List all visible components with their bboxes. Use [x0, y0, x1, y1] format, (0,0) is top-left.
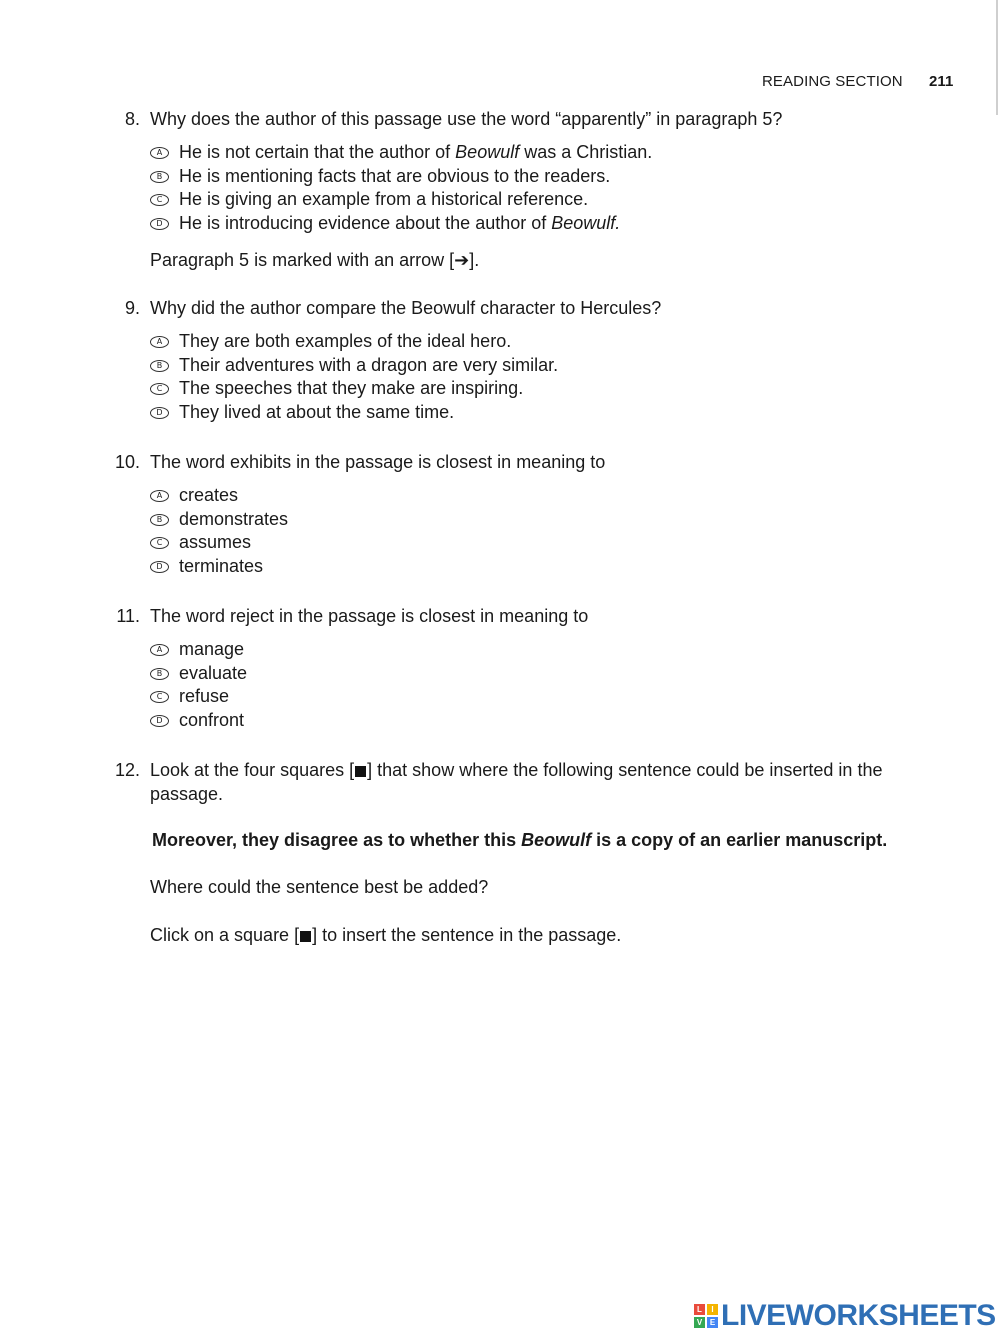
option-text: He is not certain that the author of Beowulf was a Christian. — [179, 142, 653, 162]
radio-bubble[interactable]: B — [150, 668, 169, 680]
insert-sentence: Moreover, they disagree as to whether this Beowulf is a copy of an earlier manuscript. — [152, 830, 888, 850]
options-list — [150, 141, 960, 236]
question-text: The word reject in the passage is closest in meaning to — [150, 606, 589, 626]
question-number: 10. — [114, 452, 140, 472]
live-icon: L I V E — [694, 1304, 718, 1328]
question-10 — [0, 450, 960, 579]
radio-bubble[interactable]: B — [150, 360, 169, 372]
paragraph-note: Paragraph 5 is marked with an arrow [➔]. — [150, 249, 480, 270]
option-c[interactable] — [150, 188, 960, 212]
radio-bubble[interactable]: A — [150, 147, 169, 159]
options-list — [150, 638, 960, 733]
radio-bubble[interactable]: C — [150, 383, 169, 395]
question-11 — [0, 604, 960, 733]
options-list — [150, 330, 960, 425]
option-text: assumes — [179, 532, 252, 553]
where-prompt: Where could the sentence best be added? — [150, 877, 489, 897]
option-b[interactable] — [150, 662, 960, 686]
question-9 — [0, 296, 960, 425]
option-d[interactable] — [150, 555, 960, 579]
section-title: READING SECTION — [762, 73, 903, 90]
question-number: 9. — [124, 298, 140, 318]
option-text: confront — [179, 710, 245, 731]
radio-bubble[interactable]: A — [150, 336, 169, 348]
options-list — [150, 484, 960, 579]
question-text: Why does the author of this passage use the word “apparently” in paragraph 5? — [150, 109, 783, 129]
page-header — [762, 73, 953, 90]
square-icon — [355, 766, 366, 777]
radio-bubble[interactable]: C — [150, 691, 169, 703]
radio-bubble[interactable]: B — [150, 171, 169, 183]
radio-bubble[interactable]: C — [150, 537, 169, 549]
question-text: Look at the four squares [ ] that show where the following sentence could be inserted in the passage. — [150, 760, 883, 804]
option-text: terminates — [179, 556, 264, 577]
option-text: demonstrates — [179, 508, 289, 529]
option-text: He is introducing evidence about the author of Beowulf. — [179, 213, 621, 234]
option-text: manage — [179, 639, 245, 659]
option-text: refuse — [179, 686, 230, 707]
option-text: They lived at about the same time. — [179, 402, 455, 423]
square-icon — [300, 931, 311, 942]
question-number: 11. — [116, 606, 140, 626]
option-text: They are both examples of the ideal hero. — [179, 331, 512, 351]
option-a[interactable] — [150, 638, 960, 662]
question-text: Why did the author compare the Beowulf character to Hercules? — [150, 298, 662, 318]
radio-bubble[interactable]: D — [150, 561, 169, 573]
radio-bubble[interactable]: B — [150, 514, 169, 526]
option-text: Their adventures with a dragon are very similar. — [179, 354, 559, 375]
option-b[interactable] — [150, 165, 960, 189]
liveworksheets-logo — [694, 1301, 996, 1331]
arrow-icon: ➔ — [454, 249, 470, 270]
logo-text: LIVEWORKSHEETS — [721, 1299, 996, 1332]
option-a[interactable] — [150, 330, 960, 354]
option-d[interactable] — [150, 709, 960, 733]
radio-bubble[interactable]: A — [150, 490, 169, 502]
option-text: The speeches that they make are inspiring. — [179, 378, 524, 399]
question-text: The word exhibits in the passage is closest in meaning to — [150, 452, 606, 472]
option-text: evaluate — [179, 662, 248, 683]
option-d[interactable] — [150, 212, 960, 236]
radio-bubble[interactable]: D — [150, 218, 169, 230]
option-c[interactable] — [150, 531, 960, 555]
option-b[interactable] — [150, 354, 960, 378]
option-a[interactable] — [150, 141, 960, 165]
option-b[interactable] — [150, 508, 960, 532]
page-number: 211 — [928, 73, 954, 90]
question-number: 12. — [114, 760, 140, 780]
option-d[interactable] — [150, 401, 960, 425]
question-12 — [0, 758, 960, 947]
option-c[interactable] — [150, 685, 960, 709]
option-c[interactable] — [150, 377, 960, 401]
option-a[interactable] — [150, 484, 960, 508]
question-number: 8. — [124, 109, 140, 129]
option-text: creates — [179, 485, 239, 505]
option-text: He is mentioning facts that are obvious to the readers. — [179, 165, 611, 186]
option-text: He is giving an example from a historical reference. — [179, 189, 589, 210]
radio-bubble[interactable]: D — [150, 715, 169, 727]
radio-bubble[interactable]: D — [150, 407, 169, 419]
question-8 — [0, 107, 960, 272]
page-edge-line — [996, 0, 998, 115]
radio-bubble[interactable]: C — [150, 194, 169, 206]
radio-bubble[interactable]: A — [150, 644, 169, 656]
click-instruction: Click on a square [ ] to insert the sentence in the passage. — [150, 925, 622, 945]
